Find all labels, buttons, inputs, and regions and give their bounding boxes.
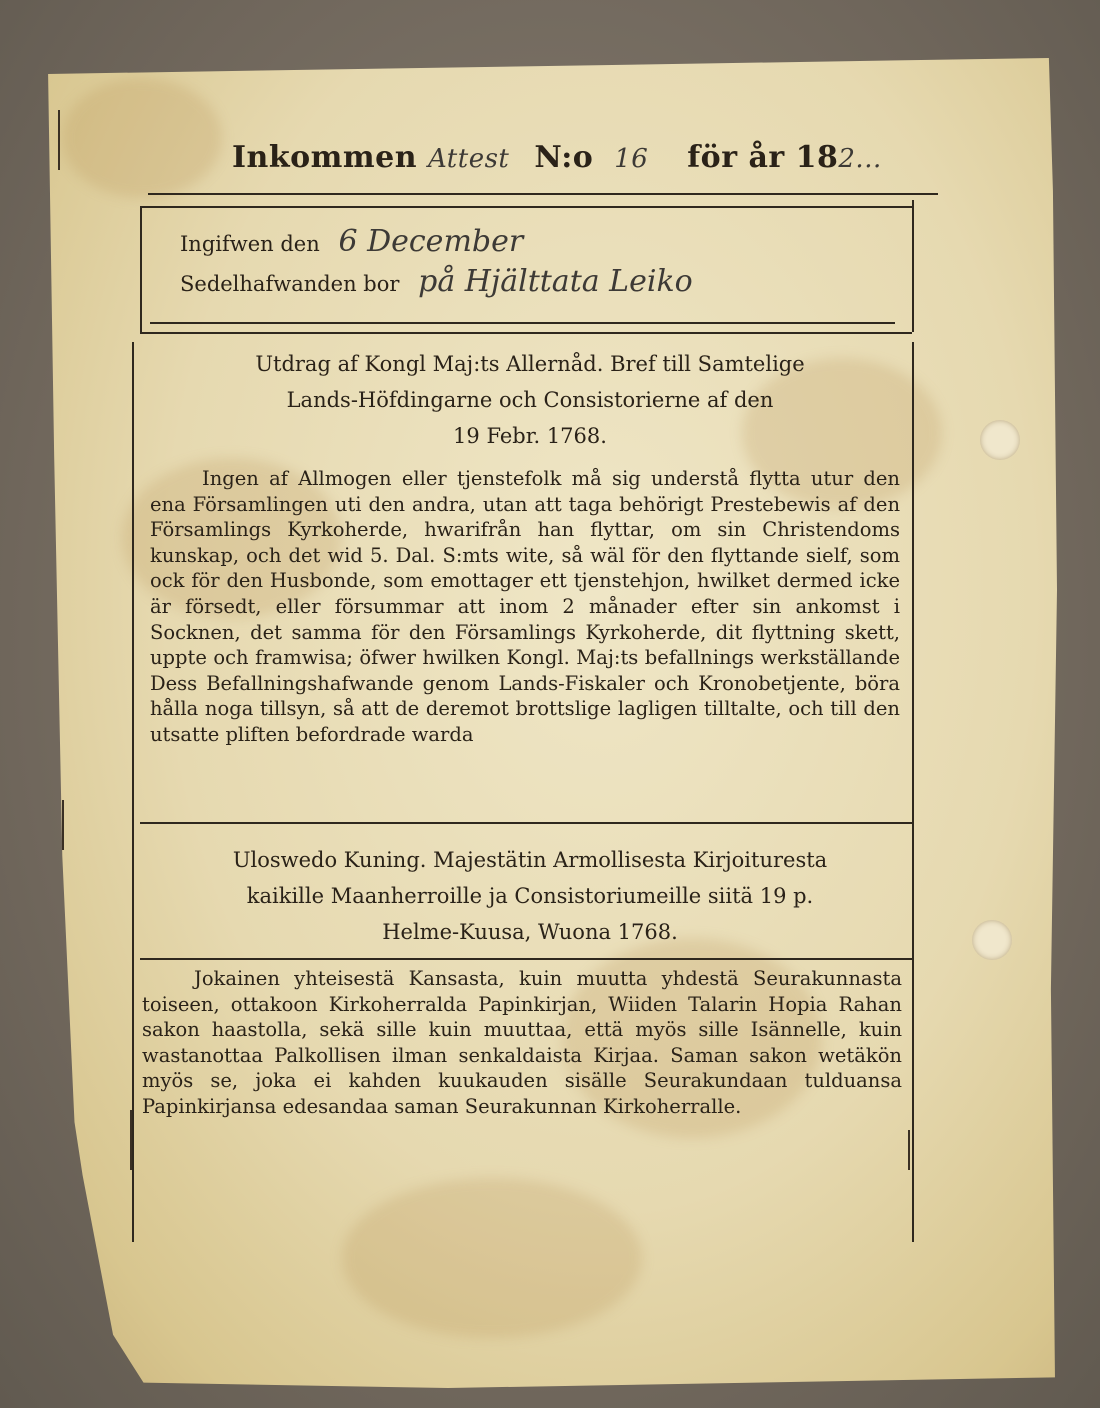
field-value-handwritten: 6 December: [338, 224, 524, 259]
margin-mark: [58, 110, 60, 170]
field-label: Ingifwen den: [180, 232, 320, 256]
field-label: Sedelhafwanden bor: [180, 272, 400, 296]
finnish-heading-line: kaikille Maanherroille ja Consistoriumeille siitä 19 p.: [246, 884, 814, 908]
frame-left-rule: [132, 342, 134, 1242]
swedish-body: [150, 466, 900, 748]
margin-mark: [130, 1110, 132, 1170]
title-printed-inkommen: Inkommen: [232, 140, 418, 175]
age-stain: [62, 78, 222, 198]
frame-right-rule: [912, 342, 914, 1242]
margin-mark: [62, 800, 64, 850]
title-printed-no: N:o: [534, 140, 594, 175]
header-rule-inner: [140, 206, 912, 208]
header-rule-top: [148, 193, 938, 195]
header-box-left: [140, 206, 142, 332]
field-residence: [180, 264, 693, 299]
title-printed-year: för år 18: [687, 140, 839, 175]
swedish-heading-line: 19 Febr. 1768.: [453, 424, 607, 448]
margin-mark: [908, 1130, 910, 1170]
swedish-paragraph: Ingen af Allmogen eller tjenstefolk må sig understå flytta utur den ena Församlingen uti den andra, utan att taga behörigt Prestebewis af den Församlings Kyrkoherde, hwarifrån han flyttar, om sin Christendoms kunskap, och det wid 5. Dal. S:mts wite, så wäl för den flyttande sielf, som ock för den Husbonde, som emottager ett tjenstehjon, hwilket dermed icke är försedt, eller försummar att inom 2 månader efter sin ankomst i Socknen, det samma för den Församlings Kyrkoherde, dit flyttning skett, uppte och framwisa; öfwer hwilken Kongl. Maj:ts befallnings werkställande Dess Befallningshafwande genom Lands-Fiskaler och Kronobetjente, böra hålla noga tillsyn, så att de deremot brottslige lagligen tilltalte, och till den utsatte pliften befordrade warda: [150, 467, 900, 746]
section-divider: [140, 822, 912, 824]
field-value-handwritten: på Hjälttata Leiko: [418, 264, 693, 299]
finnish-heading: [150, 842, 910, 950]
finnish-body: [142, 966, 902, 1120]
swedish-heading-line: Lands-Höfdingarne och Consistorierne af den: [286, 388, 774, 412]
swedish-heading-line: Utdrag af Kongl Maj:ts Allernåd. Bref till Samtelige: [255, 352, 805, 376]
finnish-paragraph: Jokainen yhteisestä Kansasta, kuin muutta yhdestä Seurakunnasta toiseen, ottakoon Kirkoherralda Papinkirjan, Wiiden Talarin Hopia Rahan sakon haastolla, sekä sille kuin muuttaa, että myös sille Isännelle, kuin wastanottaa Palkollisen ilman senkaldaista Kirjaa. Saman sakon wetäkön myös se, joka ei kahden kuukauden sisälle Seurakundaan tulduansa Papinkirjansa edesandaa saman Seurakunnan Kirkoherralle.: [142, 967, 902, 1118]
field-submitted-date: [180, 224, 523, 259]
title-hand-year: 2...: [838, 144, 882, 174]
header-box-right: [912, 200, 914, 332]
age-stain: [342, 1178, 642, 1338]
header-rule-bottom: [150, 322, 895, 324]
title-hand-attest: Attest: [427, 144, 510, 174]
punch-hole-top: [980, 420, 1020, 460]
punch-hole-bottom: [972, 920, 1012, 960]
swedish-heading: [150, 346, 910, 454]
finnish-divider: [140, 958, 912, 960]
document-title: [232, 140, 882, 175]
title-hand-number: 16: [614, 144, 649, 174]
finnish-heading-line: Helme-Kuusa, Wuona 1768.: [382, 920, 678, 944]
finnish-heading-line: Uloswedo Kuning. Majestätin Armollisesta Kirjoituresta: [232, 848, 828, 872]
header-rule-bottom-2: [140, 332, 912, 334]
